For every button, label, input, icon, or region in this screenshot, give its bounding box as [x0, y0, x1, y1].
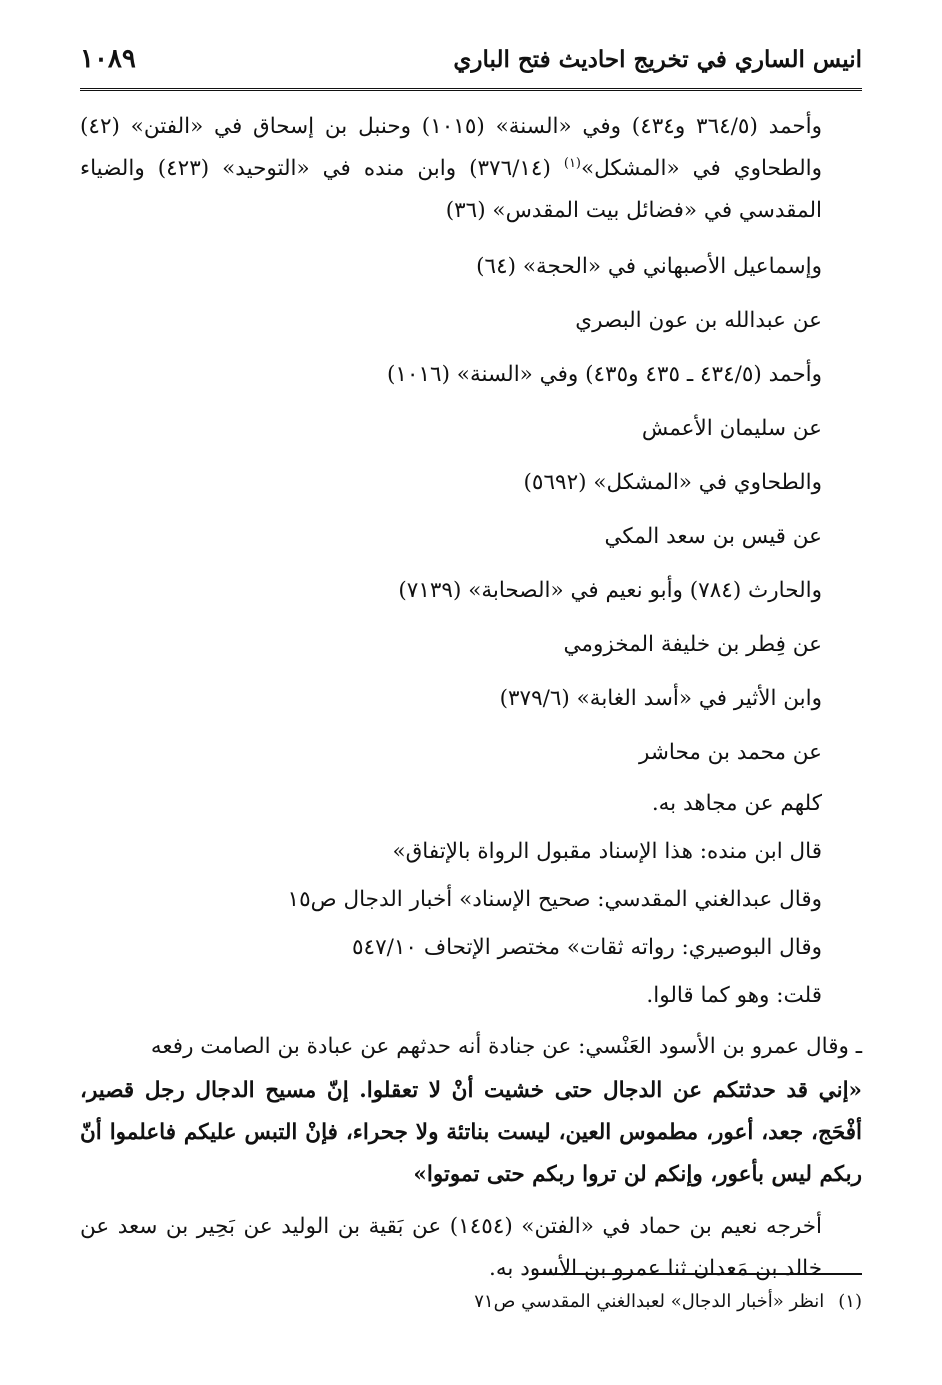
chain-line: وأحمد (٤٣٤/٥ ـ ٤٣٥ و٤٣٥) وفي «السنة» (١٠١٦) — [386, 362, 822, 387]
footnote-marker: (١) — [838, 1291, 862, 1312]
opening-text-continued: (٣٧٦/١٤) وابن منده في «التوحيد» (٤٢٣) والضياء المقدسي في «فضائل بيت المقدس» (٣٦) — [80, 156, 822, 223]
chain-line: وابن الأثير في «أسد الغابة» (٣٧٩/٦) — [499, 686, 822, 711]
footnote-reference: (١) — [563, 155, 581, 171]
footnote-separator — [532, 1273, 862, 1275]
chain-line: عن محمد بن محاشر — [639, 740, 822, 765]
chain-line: عن قيس بن سعد المكي — [604, 524, 822, 549]
summary-line: كلهم عن مجاهد به. — [651, 791, 822, 816]
grading-line: قال ابن منده: هذا الإسناد مقبول الرواة بالإتفاق» — [392, 839, 822, 864]
grading-line: وقال البوصيري: رواته ثقات» مختصر الإتحاف ٥٤٧/١٠ — [352, 935, 822, 960]
author-comment: قلت: وهو كما قالوا. — [646, 983, 822, 1008]
grading-list — [80, 780, 862, 1020]
page-header — [80, 40, 862, 91]
narration-line: ـ وقال عمرو بن الأسود العَنْسي: عن جنادة أنه حدثهم عن عبادة بن الصامت رفعه — [150, 1034, 862, 1059]
running-title: انيس الساري في تخريج احاديث فتح الباري — [453, 46, 862, 73]
chain-line: عن فِطر بن خليفة المخزومي — [563, 632, 822, 657]
page-number: ١٠٨٩ — [80, 44, 136, 74]
chain-line: والحارث (٧٨٤) وأبو نعيم في «الصحابة» (٧١٣٩) — [398, 578, 822, 603]
chain-line: عن سليمان الأعمش — [641, 416, 822, 441]
opening-text: وأحمد (٣٦٤/٥ و٤٣٤) وفي «السنة» (١٠١٥) وحنبل بن إسحاق في «الفتن» (٤٢) والطحاوي في «المشكل» — [80, 114, 823, 181]
chain-line: وإسماعيل الأصبهاني في «الحجة» (٦٤) — [476, 254, 822, 279]
grading-line: وقال عبدالغني المقدسي: صحيح الإسناد» أخبار الدجال ص١٥ — [287, 887, 822, 912]
hadith-text: «إني قد حدثتكم عن الدجال حتى خشيت أنْ لا تعقلوا. إنّ مسيح الدجال رجل قصير، أفْحَج، جعد، أعور، مطموس العين، ليست بناتئة ولا جحراء، فإنْ التبس عليكم فاعلموا أنّ ربكم ليس بأعور، وإنكم لن تروا ربكم حتى تموتوا» — [80, 1078, 862, 1187]
main-text — [80, 106, 862, 1290]
footnote-text: انظر «أخبار الدجال» لعبدالغني المقدسي ص٧١ — [474, 1291, 825, 1312]
opening-paragraph — [80, 106, 862, 232]
takhrij-paragraph: أخرجه نعيم بن حماد في «الفتن» (١٤٥٤) عن بَقية بن الوليد عن بَحِير بن سعد عن خالد بن مَعدان ثنا عمرو بن الأسود به. — [80, 1214, 822, 1281]
chain-line: عن عبدالله بن عون البصري — [575, 308, 822, 333]
chain-list — [80, 240, 862, 780]
chain-line: والطحاوي في «المشكل» (٥٦٩٢) — [523, 470, 822, 495]
footnote — [80, 1288, 862, 1316]
